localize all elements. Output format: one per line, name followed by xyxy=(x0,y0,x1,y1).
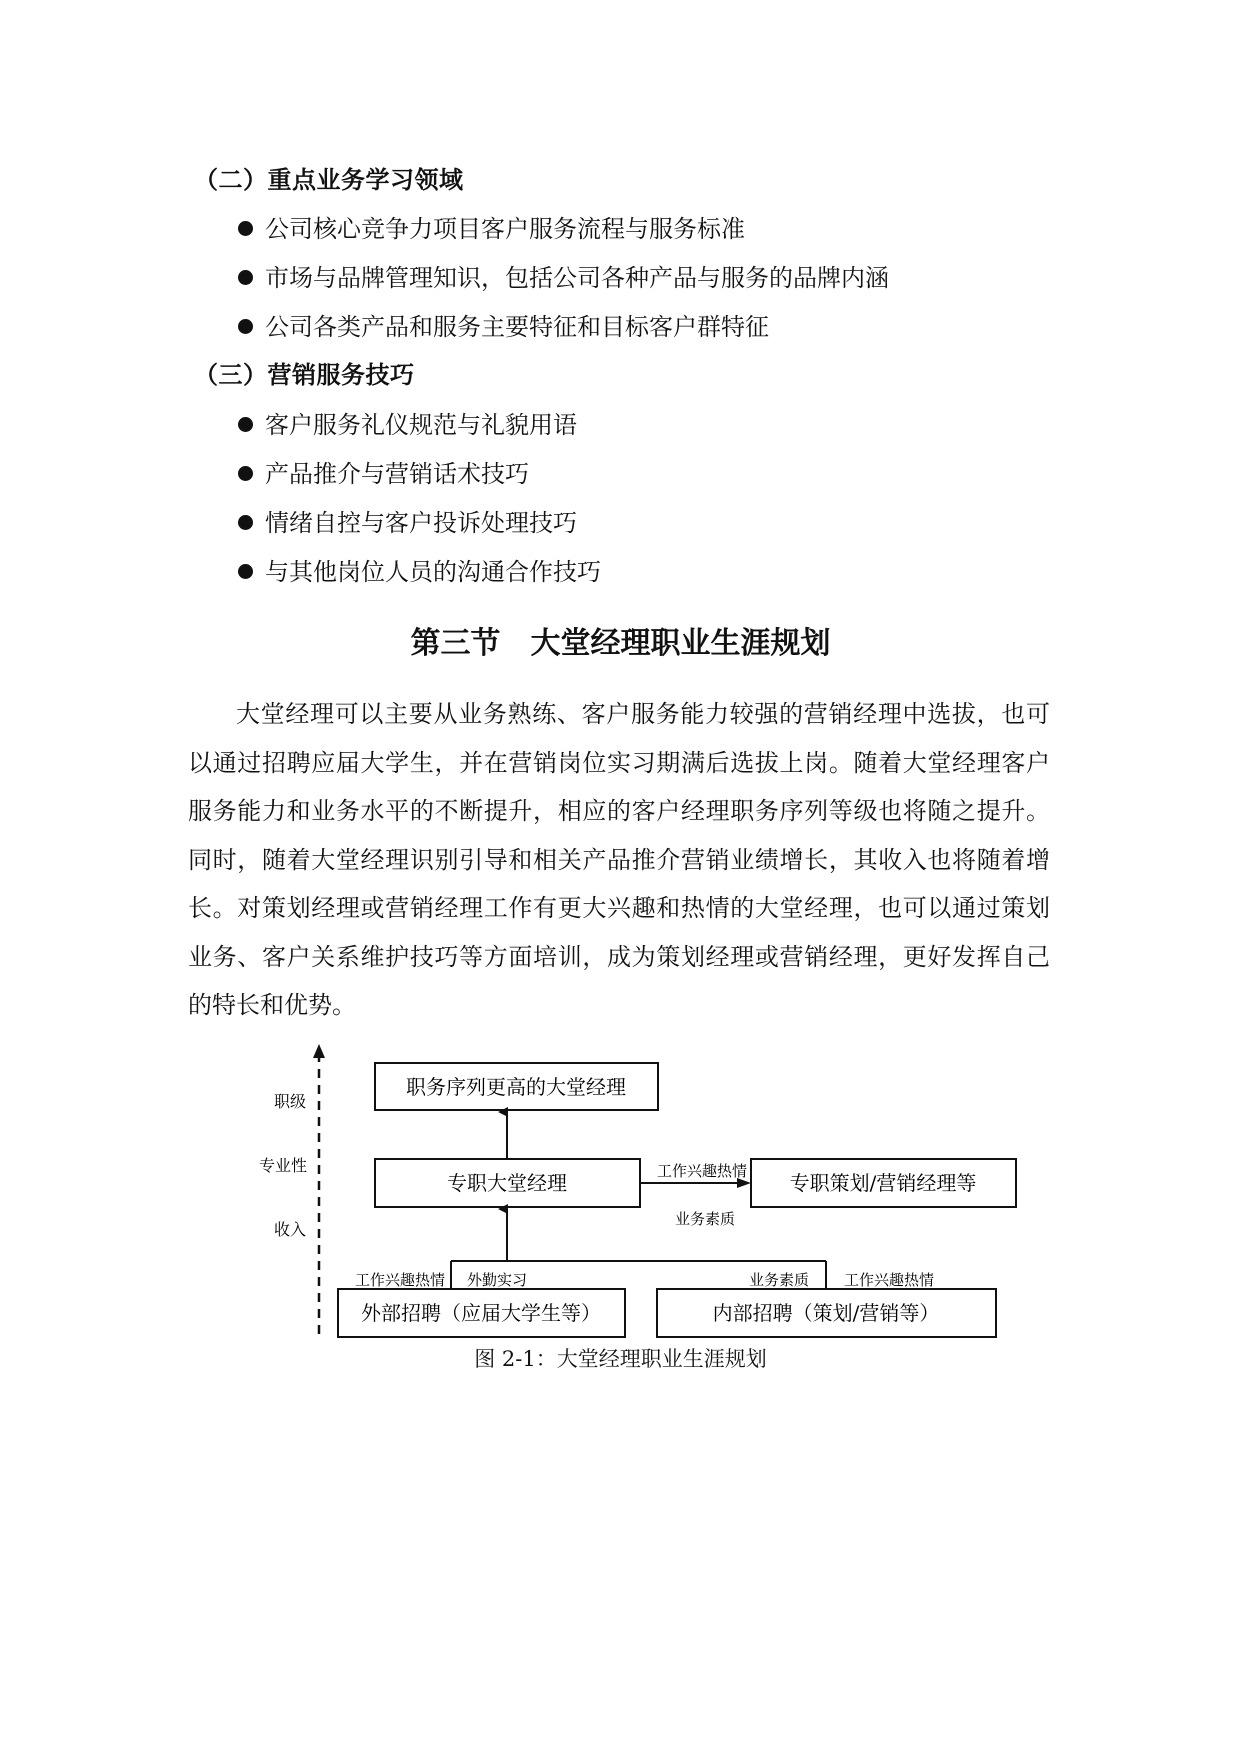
box-lobby-manager-label: 专职大堂经理 xyxy=(447,1171,567,1195)
edge-label-quality: 业务素质 xyxy=(674,1210,736,1228)
edge-label-left-internship: 外勤实习 xyxy=(466,1271,528,1289)
bullet-text: 市场与品牌管理知识，包括公司各种产品与服务的品牌内涵 xyxy=(265,264,889,292)
box-external-recruitment-label: 外部招聘（应届大学生等） xyxy=(361,1301,601,1325)
section-title-text: 大堂经理职业生涯规划 xyxy=(530,626,831,661)
axis-label-income: 收入 xyxy=(273,1220,307,1239)
sub-heading-marketing-skills: （三）营销服务技巧 xyxy=(194,360,415,389)
bullet-text: 公司各类产品和服务主要特征和目标客户群特征 xyxy=(265,313,769,341)
box-internal-recruitment-label: 内部招聘（策划/营销等） xyxy=(712,1301,940,1325)
bullet-text: 产品推介与营销话术技巧 xyxy=(265,460,529,488)
axis-arrow-icon xyxy=(313,1044,325,1058)
edge-label-right-quality: 业务素质 xyxy=(748,1271,810,1289)
edge-label-interest: 工作兴趣热情 xyxy=(656,1162,748,1180)
figure-caption: 图 2-1：大堂经理职业生涯规划 xyxy=(474,1347,767,1371)
bullet-text: 与其他岗位人员的沟通合作技巧 xyxy=(265,558,601,586)
edge-label-left-interest: 工作兴趣热情 xyxy=(354,1271,446,1289)
box-higher-lobby-manager-label: 职务序列更高的大堂经理 xyxy=(406,1075,626,1099)
bullet-text: 情绪自控与客户投诉处理技巧 xyxy=(265,509,577,537)
section-number: 第三节 xyxy=(410,626,501,661)
bullet-text: 公司核心竞争力项目客户服务流程与服务标准 xyxy=(265,215,745,243)
sub-heading-key-business: （二）重点业务学习领域 xyxy=(194,165,464,194)
axis-label-professionalism: 专业性 xyxy=(258,1156,308,1175)
edge-label-right-interest: 工作兴趣热情 xyxy=(843,1271,935,1289)
box-planning-marketing-manager-label: 专职策划/营销经理等 xyxy=(789,1171,977,1195)
body-paragraph: 大堂经理可以主要从业务熟练、客户服务能力较强的营销经理中选拔，也可以通过招聘应届大学生，并在营销岗位实习期满后选拔上岗。随着大堂经理客户服务能力和业务水平的不断提升，相应的客户经理职务序列等级也将随之提升。同时，随着大堂经理识别引导和相关产品推介营销业绩增长，其收入也将随着增长。对策划经理或营销经理工作有更大兴趣和热情的大堂经理，也可以通过策划业务、客户关系维护技巧等方面培训，成为策划经理或营销经理，更好发挥自己的特长和优势。 xyxy=(188,700,1050,1019)
bullet-text: 客户服务礼仪规范与礼貌用语 xyxy=(265,411,577,439)
axis-label-rank: 职级 xyxy=(273,1092,307,1111)
